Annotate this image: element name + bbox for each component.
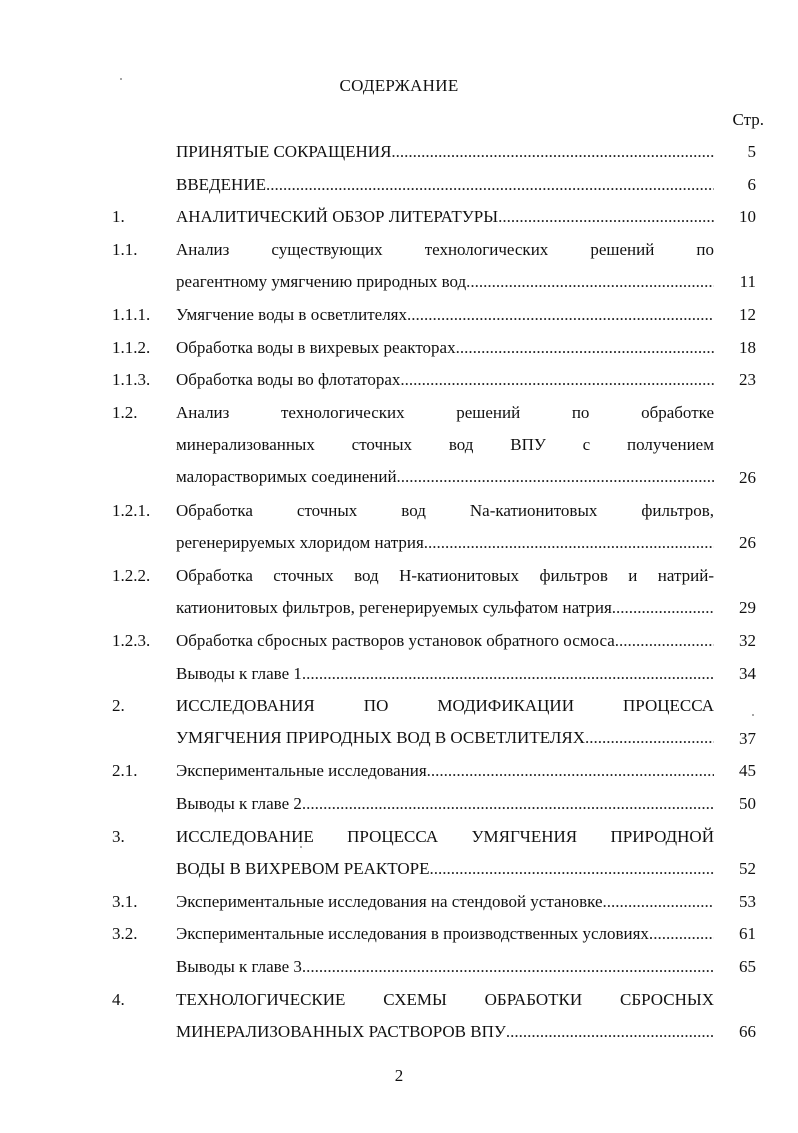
toc-entry-line-text: Умягчение воды в осветлителях	[176, 305, 408, 324]
toc-entry-line-leader	[176, 886, 714, 918]
toc-entry-text	[176, 397, 714, 493]
toc-entry-line-leader	[176, 461, 714, 493]
toc-entry-line-text: катионитовых фильтров, регенерируемых сульфатом натрия	[176, 597, 612, 617]
toc-entry-text	[176, 136, 714, 168]
toc-entry-text	[176, 788, 714, 820]
toc-entry-line-leader	[176, 201, 714, 233]
dot-leader	[266, 169, 714, 201]
toc-entry-page: 65	[739, 957, 756, 976]
toc-entry-line-text: Выводы к главе 2	[176, 794, 302, 813]
toc-entry-text	[176, 364, 714, 396]
toc-entry-line-leader	[176, 592, 714, 624]
toc-entry-number: 1.2.1.	[112, 500, 151, 520]
toc-entry-line-text: АНАЛИТИЧЕСКИЙ ОБЗОР ЛИТЕРАТУРЫ	[176, 207, 499, 227]
toc-entry-line-text: малорастворимых соединений	[176, 466, 397, 486]
toc-entry-line-text: Экспериментальные исследования на стендовой установке	[176, 891, 603, 911]
toc-entry-line-leader	[176, 788, 714, 820]
toc-entry-page: 26	[739, 533, 756, 553]
toc-entry-page: 12	[739, 305, 756, 324]
toc-entry-text	[176, 299, 714, 331]
toc-entry-number: 2.	[112, 696, 125, 716]
toc-entry-number	[112, 951, 172, 983]
toc-entry-text	[176, 332, 714, 364]
toc-entry-line-leader	[176, 853, 714, 885]
page-column-label: Стр.	[732, 110, 764, 129]
dot-leader	[424, 527, 714, 559]
dot-leader	[612, 592, 714, 624]
toc-entry-number: 3.	[112, 826, 125, 846]
toc-entry-text	[176, 658, 714, 690]
toc-entry-line-text: Обработка сточных вод Na-катионитовых фильтров,	[176, 500, 714, 520]
toc-entry-number: 1.1.3.	[112, 370, 151, 390]
toc-entry-text	[176, 755, 714, 787]
toc-entry-page: 34	[739, 663, 756, 683]
toc-entry-number: 1.	[112, 207, 125, 227]
toc-entry-page: 10	[739, 207, 756, 227]
toc-entry-number: 1.1.2.	[112, 337, 151, 357]
toc-entry-number: 1.1.	[112, 239, 138, 259]
dot-leader	[427, 755, 714, 787]
toc-entry-line-text: минерализованных сточных вод ВПУ с получением	[176, 434, 714, 454]
dot-leader	[653, 918, 714, 950]
toc-entry-line-leader	[176, 918, 714, 950]
toc-entry-text	[176, 690, 714, 754]
toc-entry-text	[176, 984, 714, 1048]
toc-entry-line-text: регенерируемых хлоридом натрия	[176, 532, 424, 552]
dot-leader	[615, 625, 714, 657]
toc-entry-page: 45	[739, 761, 756, 781]
toc-entry-page: 52	[739, 859, 756, 879]
toc-entry-line-text: ВВЕДЕНИЕ	[176, 174, 266, 194]
scan-speck	[120, 78, 122, 80]
toc-entry-page: 37	[739, 728, 756, 748]
toc-entry-line-leader	[176, 722, 714, 754]
toc-entry-page: 66	[739, 1022, 756, 1042]
toc-entry-line-text: Выводы к главе 3	[176, 957, 302, 976]
toc-entry-text	[176, 625, 714, 657]
toc-entry-text	[176, 560, 714, 624]
toc-entry-line-text: ПРИНЯТЫЕ СОКРАЩЕНИЯ	[176, 142, 392, 161]
toc-entry-page: 53	[739, 891, 756, 911]
dot-leader	[407, 299, 714, 331]
toc-entry-page: 18	[739, 337, 756, 357]
dot-leader	[603, 886, 714, 918]
toc-entry-line-text: УМЯГЧЕНИЯ ПРИРОДНЫХ ВОД В ОСВЕТЛИТЕЛЯХ	[176, 728, 586, 748]
toc-entry-line-text: ИССЛЕДОВАНИЕ ПРОЦЕССА УМЯГЧЕНИЯ ПРИРОДНОЙ	[176, 826, 714, 846]
toc-entry-page: 6	[747, 174, 756, 194]
toc-entry-number: 3.1.	[112, 891, 138, 911]
toc-entry-line-text: Экспериментальные исследования в производственных условиях.	[176, 924, 654, 944]
toc-entry-number	[112, 136, 172, 168]
toc-entry-line-leader	[176, 527, 714, 559]
toc-entry-line-leader	[176, 625, 714, 657]
toc-entry-line-leader	[176, 364, 714, 396]
toc-entry-line-text: Анализ существующих технологических решений по	[176, 239, 714, 259]
toc-entry-number: 1.2.2.	[112, 565, 151, 585]
dot-leader	[302, 951, 714, 983]
dot-leader	[302, 658, 714, 690]
toc-entry-line-leader	[176, 951, 714, 983]
dot-leader	[498, 201, 714, 233]
toc-entry-number: 3.2.	[112, 924, 138, 944]
toc-entry-number: 1.2.	[112, 402, 138, 422]
scan-speck	[300, 846, 302, 848]
toc-entry-page: 11	[739, 272, 756, 292]
toc-entry-line-leader	[176, 755, 714, 787]
toc-entry-text	[176, 821, 714, 885]
dot-leader	[585, 722, 714, 754]
toc-entry-page: 32	[739, 631, 756, 650]
toc-entry-line-leader	[176, 266, 714, 298]
toc-entry-line-text: Обработка воды в вихревых реакторах	[176, 337, 456, 357]
toc-entry-line-text: Обработка сбросных растворов установок обратного осмоса	[176, 631, 615, 650]
toc-entry-number: 1.2.3.	[112, 631, 151, 650]
toc-entry-line-leader	[176, 169, 714, 201]
toc-entry-line-leader	[176, 332, 714, 364]
toc-entry-line-text: Анализ технологических решений по обработке	[176, 402, 714, 422]
toc-entry-text	[176, 495, 714, 559]
dot-leader	[397, 461, 714, 493]
toc-entry-number	[112, 658, 172, 690]
toc-entry-number	[112, 788, 172, 820]
toc-entry-text	[176, 918, 714, 950]
toc-entry-line-leader	[176, 299, 714, 331]
toc-entry-line-text: Экспериментальные исследования	[176, 761, 427, 781]
toc-entry-page: 29	[739, 598, 756, 618]
toc-entry-text	[176, 886, 714, 918]
toc-entry-number	[112, 169, 172, 201]
toc-entry-number: 2.1.	[112, 761, 138, 781]
dot-leader	[466, 266, 714, 298]
toc-entry-line-leader	[176, 136, 714, 168]
dot-leader	[391, 136, 714, 168]
toc-entry-page: 61	[739, 924, 756, 944]
scan-speck	[752, 714, 754, 716]
toc-entry-line-text: МИНЕРАЛИЗОВАННЫХ РАСТВОРОВ ВПУ	[176, 1021, 506, 1041]
toc-entry-line-leader	[176, 1016, 714, 1048]
toc-entry-line-text: Обработка воды во флотаторах	[176, 370, 401, 390]
toc-entry-number: 4.	[112, 989, 125, 1009]
toc-entry-page: 5	[747, 142, 756, 161]
dot-leader	[400, 364, 714, 396]
toc-title: СОДЕРЖАНИЕ	[339, 76, 459, 95]
dot-leader	[506, 1016, 714, 1048]
toc-entry-text	[176, 234, 714, 298]
dot-leader	[429, 853, 714, 885]
toc-entry-text	[176, 951, 714, 983]
toc-entry-line-leader	[176, 658, 714, 690]
toc-entry-line-text: Выводы к главе 1	[176, 663, 302, 683]
toc-entry-text	[176, 169, 714, 201]
toc-entry-text	[176, 201, 714, 233]
toc-entry-line-text: Обработка сточных вод Н-катионитовых фильтров и натрий-	[176, 565, 714, 585]
toc-entry-line-text: ИССЛЕДОВАНИЯ ПО МОДИФИКАЦИИ ПРОЦЕССА	[176, 696, 714, 716]
toc-entry-page: 23	[739, 370, 756, 390]
toc-entry-line-text: ВОДЫ В ВИХРЕВОМ РЕАКТОРЕ	[176, 858, 430, 878]
toc-entry-number: 1.1.1.	[112, 305, 151, 324]
dot-leader	[302, 788, 714, 820]
toc-entry-line-text: ТЕХНОЛОГИЧЕСКИЕ СХЕМЫ ОБРАБОТКИ СБРОСНЫХ	[176, 989, 714, 1009]
toc-entry-line-text: реагентному умягчению природных вод	[176, 271, 467, 291]
dot-leader	[456, 332, 714, 364]
toc-entry-page: 50	[739, 794, 756, 813]
page-number: 2	[394, 1066, 404, 1085]
toc-entry-page: 26	[739, 467, 756, 487]
